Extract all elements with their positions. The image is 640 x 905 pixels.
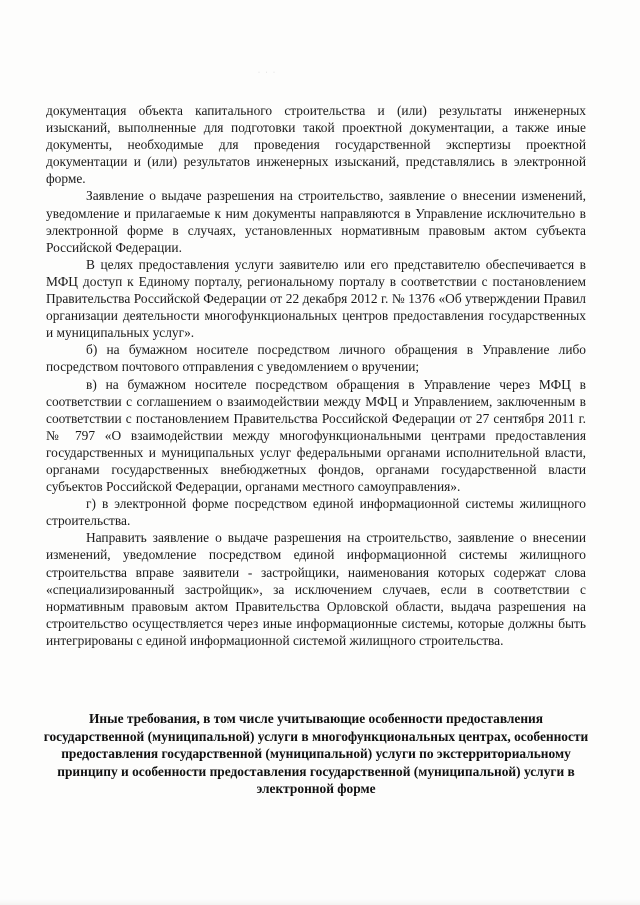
paragraph-1: документация объекта капитального строительства и (или) результаты инженерных изысканий, выполненные для подготовки такой проектной документации, а также иные документы, необходимые для проведения государственной экспертизы проектной документации и (или) результатов инженерных изысканий, представлялись в электронной форме. — [46, 103, 586, 187]
paragraph-4: б) на бумажном носителе посредством личного обращения в Управление либо посредством почтового отправления с уведомлением о вручении; — [46, 342, 586, 375]
scan-artifact: · · · — [258, 70, 277, 76]
section-title: Иные требования, в том числе учитывающие особенности предоставления государственной (муниципальной) услуги в многофункциональных центрах, особенности предоставления государственной (муниципальной) услуги по экстерриториальному принципу и особенности предоставления государственной (муниципальной) услуги в электронной форме — [43, 711, 589, 797]
scan-edge — [0, 899, 640, 905]
paragraph-6: г) в электронной форме посредством единой информационной системы жилищного строительства. — [46, 496, 586, 529]
paragraph-7: Направить заявление о выдаче разрешения на строительство, заявление о внесении изменений, уведомление посредством единой информационной системы жилищного строительства вправе заявители - застройщики, наименования которых содержат слова «специализированный застройщик», за исключением случаев, если в соответствии с нормативным правовым актом Правительства Орловской области, выдача разрешения на строительство осуществляется через иные информационные системы, которые должны быть интегрированы с единой информационной системой жилищного строительства. — [46, 530, 586, 648]
paragraph-2: Заявление о выдаче разрешения на строительство, заявление о внесении изменений, уведомление и прилагаемые к ним документы направляются в Управление исключительно в электронной форме в случаях, установленных нормативным правовым актом субъекта Российской Федерации. — [46, 188, 586, 255]
paragraph-5: в) на бумажном носителе посредством обращения в Управление через МФЦ в соответствии с соглашением о взаимодействии между МФЦ и Управлением, заключенным в соответствии с постановлением Правительства Российской Федерации от 27 сентября 2011 г. № 797 «О взаимодействии между многофункциональными центрами предоставления государственных и муниципальных услуг федеральными органами исполнительной власти, органами государственных внебюджетных фондов, органами государственной власти субъектов Российской Федерации, органами местного самоуправления». — [46, 376, 586, 495]
document-body — [46, 102, 586, 649]
paragraph-3: В целях предоставления услуги заявителю или его представителю обеспечивается в МФЦ доступ к Единому порталу, региональному порталу в соответствии с постановлением Правительства Российской Федерации от 22 декабря 2012 г. № 1376 «Об утверждении Правил организации деятельности многофункциональных центров предоставления государственных и муниципальных услуг». — [46, 256, 586, 341]
